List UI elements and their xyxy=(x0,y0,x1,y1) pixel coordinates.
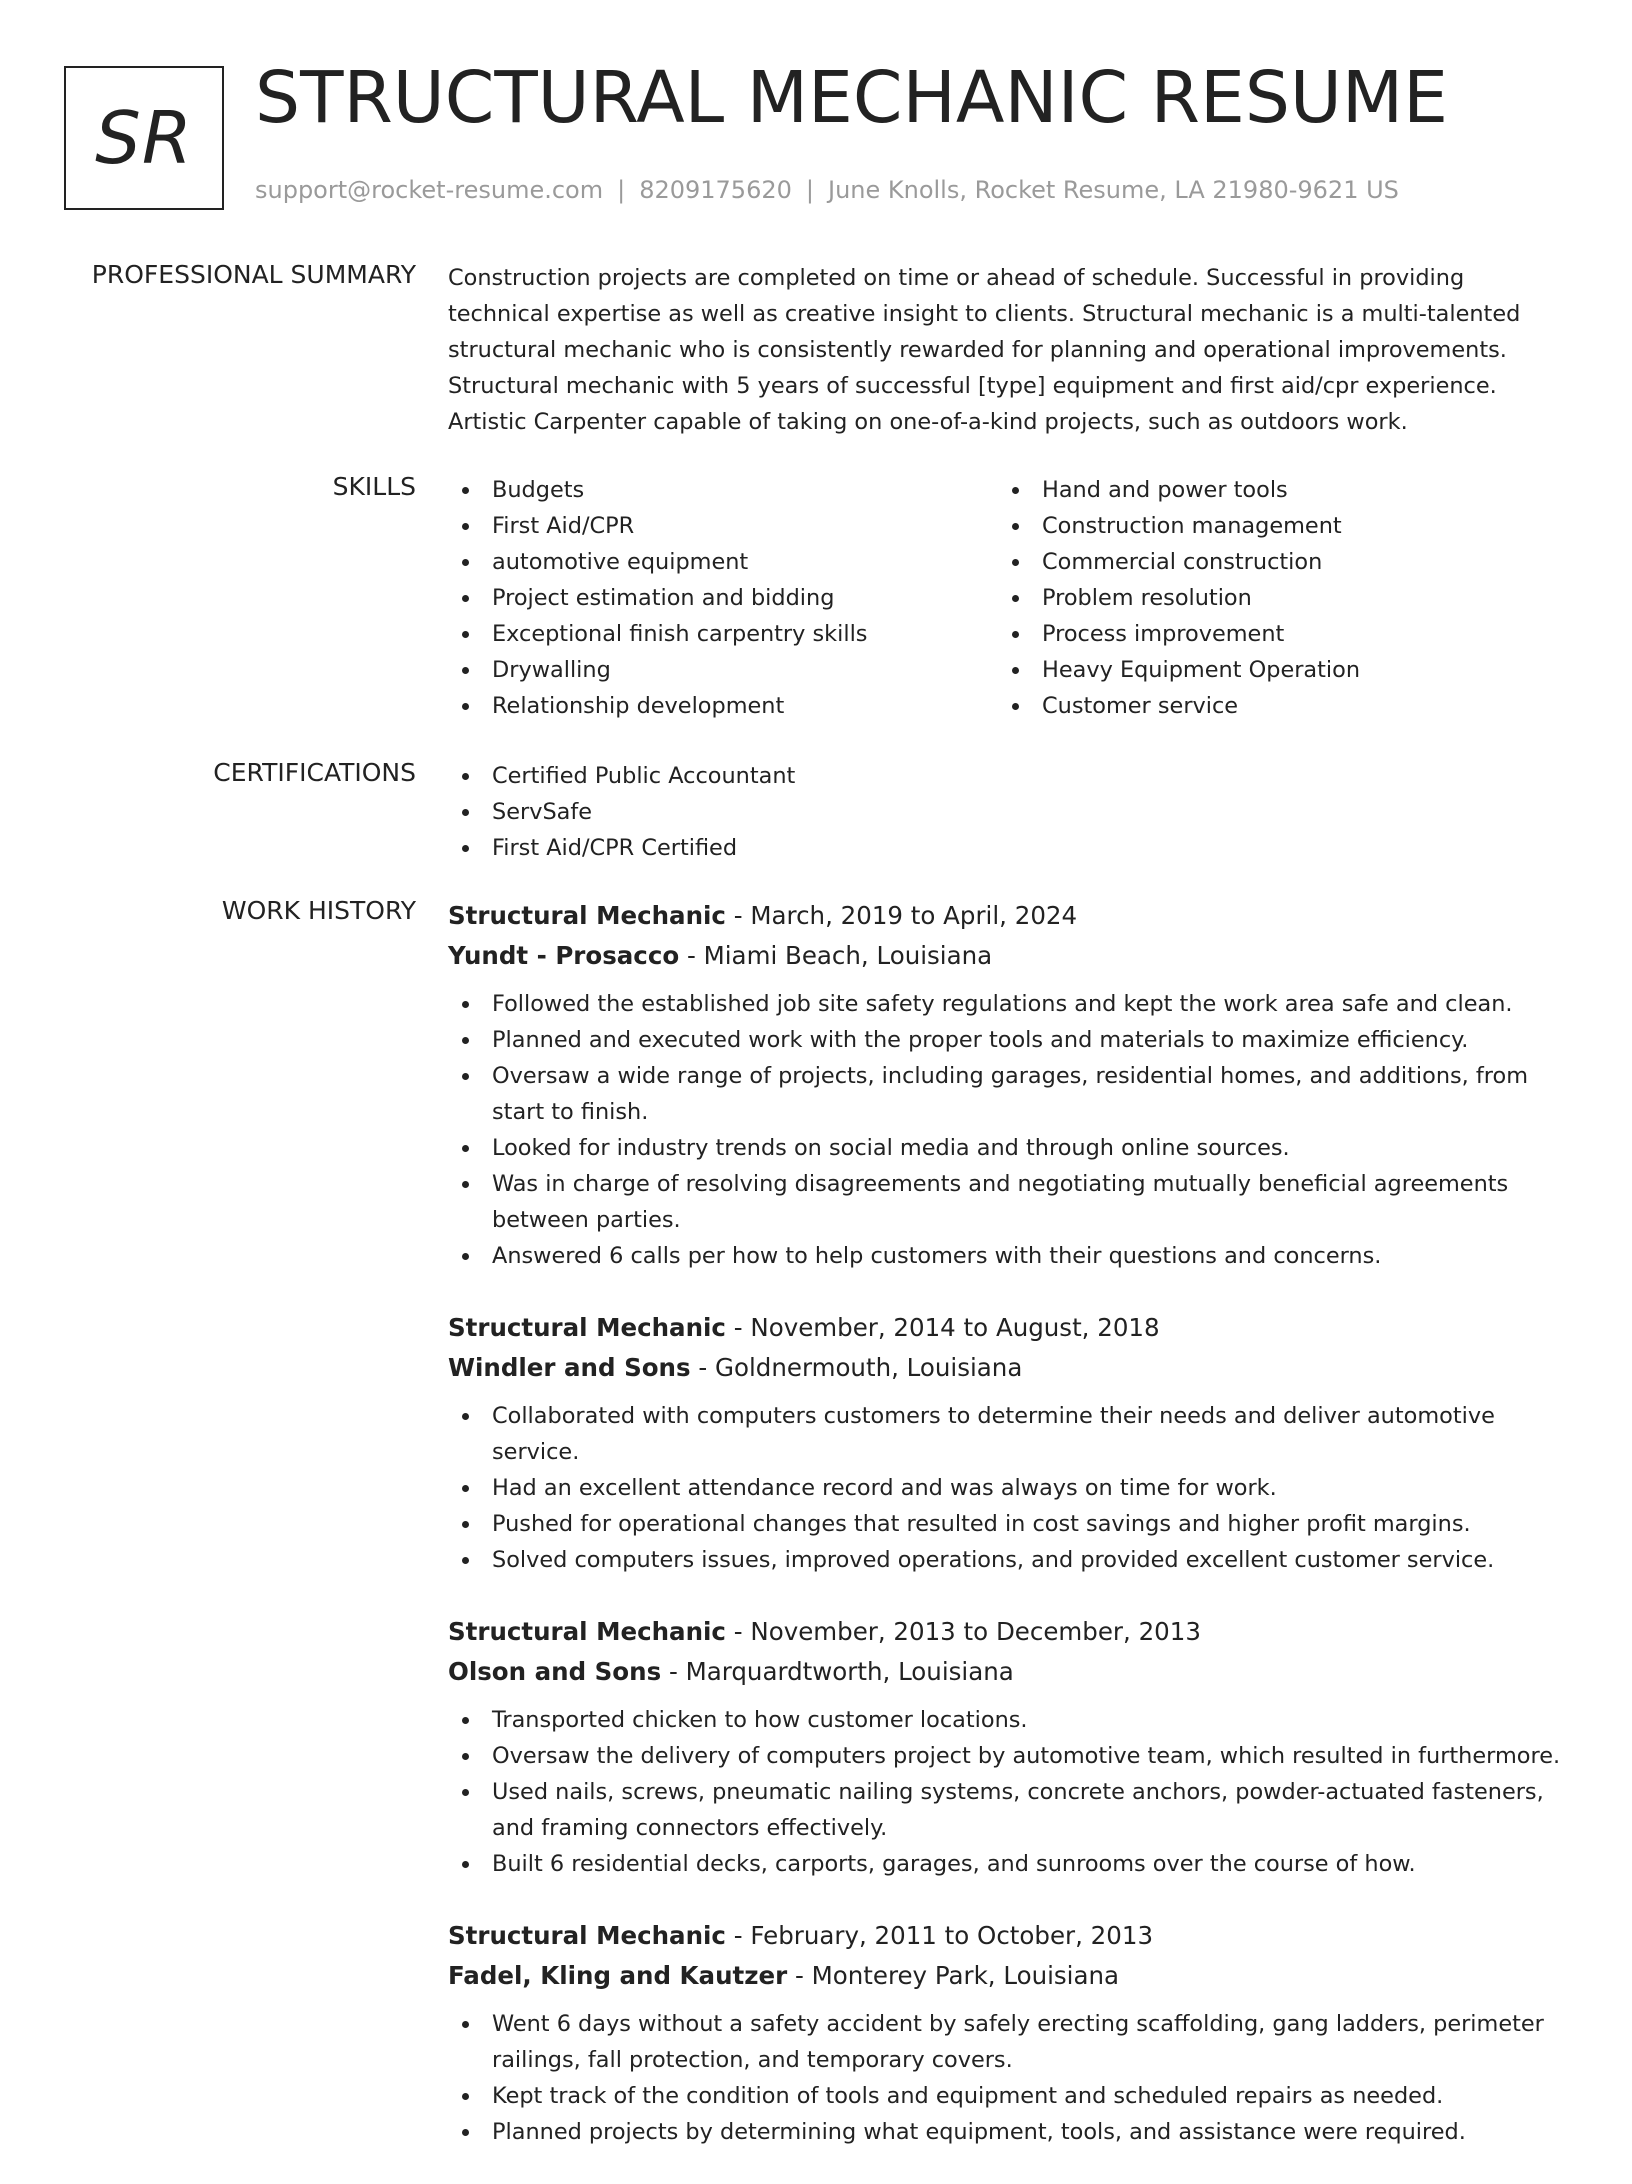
list-item: Oversaw a wide range of projects, including garages, residential homes, and additions, from start to finish. xyxy=(448,1058,1568,1130)
list-item: Process improvement xyxy=(998,616,1548,652)
job-company: Olson and Sons xyxy=(448,1657,662,1686)
list-item: Heavy Equipment Operation xyxy=(998,652,1548,688)
job-dates: - February, 2011 to October, 2013 xyxy=(733,1921,1154,1950)
job-location: - Monterey Park, Louisiana xyxy=(794,1961,1120,1990)
list-item: Collaborated with computers customers to determine their needs and deliver automotive service. xyxy=(448,1398,1568,1470)
list-item: Relationship development xyxy=(448,688,998,724)
job-company-line xyxy=(448,1348,1568,1388)
contact-address: June Knolls, Rocket Resume, LA 21980-9621 US xyxy=(827,176,1399,204)
contact-separator: | xyxy=(805,176,814,204)
list-item: Problem resolution xyxy=(998,580,1548,616)
job-title: Structural Mechanic xyxy=(448,901,726,930)
contact-line xyxy=(255,176,1399,204)
list-item: Budgets xyxy=(448,472,998,508)
list-item: Exceptional finish carpentry skills xyxy=(448,616,998,652)
job-title: Structural Mechanic xyxy=(448,1617,726,1646)
list-item: Planned projects by determining what equipment, tools, and assistance were required. xyxy=(448,2114,1568,2150)
list-item: ServSafe xyxy=(448,794,1568,830)
list-item: Built 6 residential decks, carports, garages, and sunrooms over the course of how. xyxy=(448,1846,1568,1882)
job-entry xyxy=(448,1308,1568,1578)
job-title-line xyxy=(448,1308,1568,1348)
monogram-initials: SR xyxy=(95,96,193,180)
list-item: Project estimation and bidding xyxy=(448,580,998,616)
list-item: First Aid/CPR xyxy=(448,508,998,544)
job-bullets xyxy=(448,2006,1568,2150)
job-bullets xyxy=(448,986,1568,1274)
job-company-line xyxy=(448,1652,1568,1692)
list-item: Hand and power tools xyxy=(998,472,1548,508)
list-item: Went 6 days without a safety accident by safely erecting scaffolding, gang ladders, perimeter railings, fall protection, and temporary covers. xyxy=(448,2006,1568,2078)
job-title-line xyxy=(448,1916,1568,1956)
list-item: Customer service xyxy=(998,688,1548,724)
summary-text: Construction projects are completed on time or ahead of schedule. Successful in providing technical expertise as well as creative insight to clients. Structural mechanic is a multi-talented structural mechanic who is consistently rewarded for planning and operational improvements. Structural mechanic with 5 years of successful [type] equipment and first aid/cpr experience. Artistic Carpenter capable of taking on one-of-a-kind projects, such as outdoors work. xyxy=(448,265,1521,435)
job-title-line xyxy=(448,896,1568,936)
list-item: Transported chicken to how customer locations. xyxy=(448,1702,1568,1738)
list-item: Construction management xyxy=(998,508,1548,544)
list-item: Commercial construction xyxy=(998,544,1548,580)
list-item: Was in charge of resolving disagreements and negotiating mutually beneficial agreements between parties. xyxy=(448,1166,1568,1238)
job-dates: - March, 2019 to April, 2024 xyxy=(733,901,1078,930)
job-bullets xyxy=(448,1702,1568,1882)
job-dates: - November, 2014 to August, 2018 xyxy=(733,1313,1160,1342)
skills-list-left xyxy=(448,472,998,724)
list-item: Pushed for operational changes that resulted in cost savings and higher profit margins. xyxy=(448,1506,1568,1542)
job-bullets xyxy=(448,1398,1568,1578)
list-item: automotive equipment xyxy=(448,544,998,580)
list-item: Kept track of the condition of tools and equipment and scheduled repairs as needed. xyxy=(448,2078,1568,2114)
list-item: Answered 6 calls per how to help customers with their questions and concerns. xyxy=(448,1238,1568,1274)
job-title-line xyxy=(448,1612,1568,1652)
job-entry xyxy=(448,896,1568,1274)
certifications-list xyxy=(448,758,1568,866)
work-history-heading: WORK HISTORY xyxy=(221,896,416,925)
list-item: Used nails, screws, pneumatic nailing systems, concrete anchors, powder-actuated fasteners, and framing connectors effectively. xyxy=(448,1774,1568,1846)
list-item: Looked for industry trends on social media and through online sources. xyxy=(448,1130,1568,1166)
job-title: Structural Mechanic xyxy=(448,1313,726,1342)
list-item: Certified Public Accountant xyxy=(448,758,1568,794)
contact-email: support@rocket-resume.com xyxy=(255,176,604,204)
job-location: - Goldnermouth, Louisiana xyxy=(698,1353,1023,1382)
contact-separator: | xyxy=(617,176,626,204)
contact-phone: 8209175620 xyxy=(639,176,792,204)
job-company: Yundt - Prosacco xyxy=(448,941,680,970)
job-title: Structural Mechanic xyxy=(448,1921,726,1950)
job-company: Windler and Sons xyxy=(448,1353,691,1382)
job-entry xyxy=(448,1916,1568,2150)
job-location: - Marquardtworth, Louisiana xyxy=(668,1657,1014,1686)
skills-list-right xyxy=(998,472,1548,724)
job-company-line xyxy=(448,936,1568,976)
monogram-box xyxy=(64,66,224,210)
list-item: Drywalling xyxy=(448,652,998,688)
job-dates: - November, 2013 to December, 2013 xyxy=(733,1617,1201,1646)
job-entry xyxy=(448,1612,1568,1882)
job-company: Fadel, Kling and Kautzer xyxy=(448,1961,788,1990)
skills-heading: SKILLS xyxy=(332,472,416,501)
list-item: Solved computers issues, improved operations, and provided excellent customer service. xyxy=(448,1542,1568,1578)
job-company-line xyxy=(448,1956,1568,1996)
resume-title: STRUCTURAL MECHANIC RESUME xyxy=(255,56,1448,139)
summary-heading: PROFESSIONAL SUMMARY xyxy=(91,260,416,289)
job-location: - Miami Beach, Louisiana xyxy=(686,941,993,970)
list-item: Followed the established job site safety regulations and kept the work area safe and clean. xyxy=(448,986,1568,1022)
list-item: Oversaw the delivery of computers project by automotive team, which resulted in furthermore. xyxy=(448,1738,1568,1774)
certifications-heading: CERTIFICATIONS xyxy=(213,758,416,787)
list-item: First Aid/CPR Certified xyxy=(448,830,1568,866)
list-item: Had an excellent attendance record and was always on time for work. xyxy=(448,1470,1568,1506)
list-item: Planned and executed work with the proper tools and materials to maximize efficiency. xyxy=(448,1022,1568,1058)
